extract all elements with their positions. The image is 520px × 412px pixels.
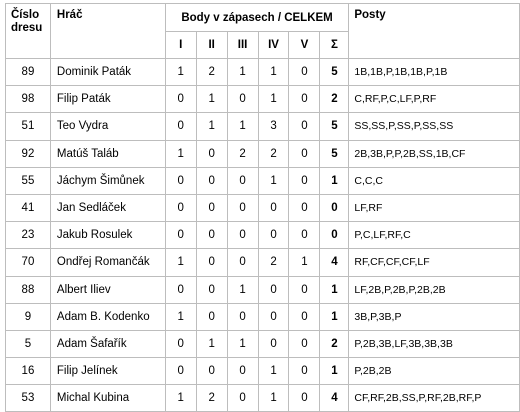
game-2-points: 0 (196, 222, 227, 249)
table-row (6, 59, 520, 86)
table-row (6, 167, 520, 194)
game-5-points: 0 (289, 330, 320, 357)
game-2-points: 2 (196, 59, 227, 86)
player-name: Teo Vydra (50, 113, 165, 140)
positions: LF,RF (349, 194, 520, 221)
game-3-points: 1 (227, 59, 258, 86)
header-positions: Posty (349, 4, 520, 59)
table-row (6, 194, 520, 221)
game-5-points: 0 (289, 385, 320, 412)
jersey-number: 16 (6, 358, 51, 385)
game-4-points: 1 (258, 385, 289, 412)
game-5-points: 0 (289, 86, 320, 113)
game-4-points: 0 (258, 276, 289, 303)
game-4-points: 3 (258, 113, 289, 140)
header-number: Číslo dresu (6, 4, 51, 59)
game-4-points: 2 (258, 140, 289, 167)
game-5-points: 0 (289, 59, 320, 86)
stats-table-container (5, 3, 520, 412)
game-3-points: 0 (227, 358, 258, 385)
game-4-points: 1 (258, 167, 289, 194)
table-row (6, 140, 520, 167)
game-1-points: 0 (165, 358, 196, 385)
player-name: Filip Jelínek (50, 358, 165, 385)
total-points: 1 (320, 276, 349, 303)
player-name: Jan Sedláček (50, 194, 165, 221)
player-name: Albert Iliev (50, 276, 165, 303)
game-4-points: 2 (258, 249, 289, 276)
game-2-points: 0 (196, 194, 227, 221)
game-4-points: 0 (258, 330, 289, 357)
positions: 2B,3B,P,P,2B,SS,1B,CF (349, 140, 520, 167)
game-2-points: 0 (196, 249, 227, 276)
player-name: Adam B. Kodenko (50, 303, 165, 330)
game-3-points: 0 (227, 222, 258, 249)
positions: P,2B,3B,LF,3B,3B,3B (349, 330, 520, 357)
game-2-points: 1 (196, 113, 227, 140)
game-3-points: 0 (227, 385, 258, 412)
game-3-points: 0 (227, 167, 258, 194)
game-5-points: 0 (289, 358, 320, 385)
game-1-points: 0 (165, 167, 196, 194)
total-points: 5 (320, 113, 349, 140)
table-row (6, 385, 520, 412)
game-3-points: 1 (227, 113, 258, 140)
jersey-number: 5 (6, 330, 51, 357)
jersey-number: 41 (6, 194, 51, 221)
game-2-points: 1 (196, 86, 227, 113)
game-1-points: 0 (165, 194, 196, 221)
player-name: Jáchym Šimůnek (50, 167, 165, 194)
positions: 1B,1B,P,1B,1B,P,1B (349, 59, 520, 86)
table-row (6, 113, 520, 140)
jersey-number: 98 (6, 86, 51, 113)
header-game-3: III (227, 32, 258, 59)
table-row (6, 86, 520, 113)
header-game-5: V (289, 32, 320, 59)
positions: P,2B,2B (349, 358, 520, 385)
header-points: Body v zápasech / CELKEM (165, 4, 349, 32)
game-1-points: 0 (165, 86, 196, 113)
positions: 3B,P,3B,P (349, 303, 520, 330)
game-1-points: 1 (165, 303, 196, 330)
total-points: 5 (320, 59, 349, 86)
player-name: Dominik Paták (50, 59, 165, 86)
table-row (6, 330, 520, 357)
game-1-points: 0 (165, 113, 196, 140)
game-1-points: 1 (165, 59, 196, 86)
positions: C,RF,P,C,LF,P,RF (349, 86, 520, 113)
game-2-points: 0 (196, 358, 227, 385)
positions: P,C,LF,RF,C (349, 222, 520, 249)
game-1-points: 1 (165, 140, 196, 167)
jersey-number: 70 (6, 249, 51, 276)
game-3-points: 0 (227, 303, 258, 330)
game-5-points: 0 (289, 303, 320, 330)
player-name: Jakub Rosulek (50, 222, 165, 249)
total-points: 1 (320, 303, 349, 330)
jersey-number: 51 (6, 113, 51, 140)
game-1-points: 0 (165, 330, 196, 357)
game-5-points: 0 (289, 194, 320, 221)
game-4-points: 1 (258, 358, 289, 385)
game-5-points: 0 (289, 140, 320, 167)
jersey-number: 55 (6, 167, 51, 194)
table-row (6, 249, 520, 276)
player-name: Ondřej Romančák (50, 249, 165, 276)
game-3-points: 2 (227, 140, 258, 167)
total-points: 2 (320, 330, 349, 357)
game-5-points: 0 (289, 113, 320, 140)
game-4-points: 0 (258, 194, 289, 221)
player-stats-table (5, 3, 520, 412)
total-points: 0 (320, 194, 349, 221)
header-game-2: II (196, 32, 227, 59)
positions: C,C,C (349, 167, 520, 194)
jersey-number: 92 (6, 140, 51, 167)
total-points: 5 (320, 140, 349, 167)
game-5-points: 0 (289, 276, 320, 303)
header-row-top (6, 4, 520, 32)
game-1-points: 0 (165, 276, 196, 303)
table-row (6, 303, 520, 330)
player-name: Filip Paták (50, 86, 165, 113)
game-2-points: 2 (196, 385, 227, 412)
total-points: 1 (320, 358, 349, 385)
positions: CF,RF,2B,SS,P,RF,2B,RF,P (349, 385, 520, 412)
total-points: 0 (320, 222, 349, 249)
table-row (6, 276, 520, 303)
game-2-points: 0 (196, 276, 227, 303)
game-2-points: 1 (196, 330, 227, 357)
header-game-1: I (165, 32, 196, 59)
positions: LF,2B,P,2B,P,2B,2B (349, 276, 520, 303)
game-3-points: 0 (227, 86, 258, 113)
game-5-points: 0 (289, 167, 320, 194)
jersey-number: 23 (6, 222, 51, 249)
table-row (6, 358, 520, 385)
total-points: 4 (320, 249, 349, 276)
table-row (6, 222, 520, 249)
game-4-points: 1 (258, 86, 289, 113)
jersey-number: 89 (6, 59, 51, 86)
game-2-points: 0 (196, 167, 227, 194)
header-player: Hráč (50, 4, 165, 59)
header-total: Σ (320, 32, 349, 59)
game-3-points: 1 (227, 330, 258, 357)
jersey-number: 53 (6, 385, 51, 412)
total-points: 4 (320, 385, 349, 412)
game-2-points: 0 (196, 303, 227, 330)
game-5-points: 1 (289, 249, 320, 276)
total-points: 1 (320, 167, 349, 194)
player-name: Adam Šafařík (50, 330, 165, 357)
game-1-points: 1 (165, 385, 196, 412)
game-2-points: 0 (196, 140, 227, 167)
game-4-points: 0 (258, 303, 289, 330)
game-1-points: 1 (165, 249, 196, 276)
positions: RF,CF,CF,CF,LF (349, 249, 520, 276)
game-3-points: 0 (227, 194, 258, 221)
player-name: Michal Kubina (50, 385, 165, 412)
game-3-points: 0 (227, 249, 258, 276)
jersey-number: 88 (6, 276, 51, 303)
game-1-points: 0 (165, 222, 196, 249)
total-points: 2 (320, 86, 349, 113)
game-3-points: 1 (227, 276, 258, 303)
positions: SS,SS,P,SS,P,SS,SS (349, 113, 520, 140)
game-4-points: 0 (258, 222, 289, 249)
header-game-4: IV (258, 32, 289, 59)
player-name: Matúš Taláb (50, 140, 165, 167)
jersey-number: 9 (6, 303, 51, 330)
game-4-points: 1 (258, 59, 289, 86)
game-5-points: 0 (289, 222, 320, 249)
